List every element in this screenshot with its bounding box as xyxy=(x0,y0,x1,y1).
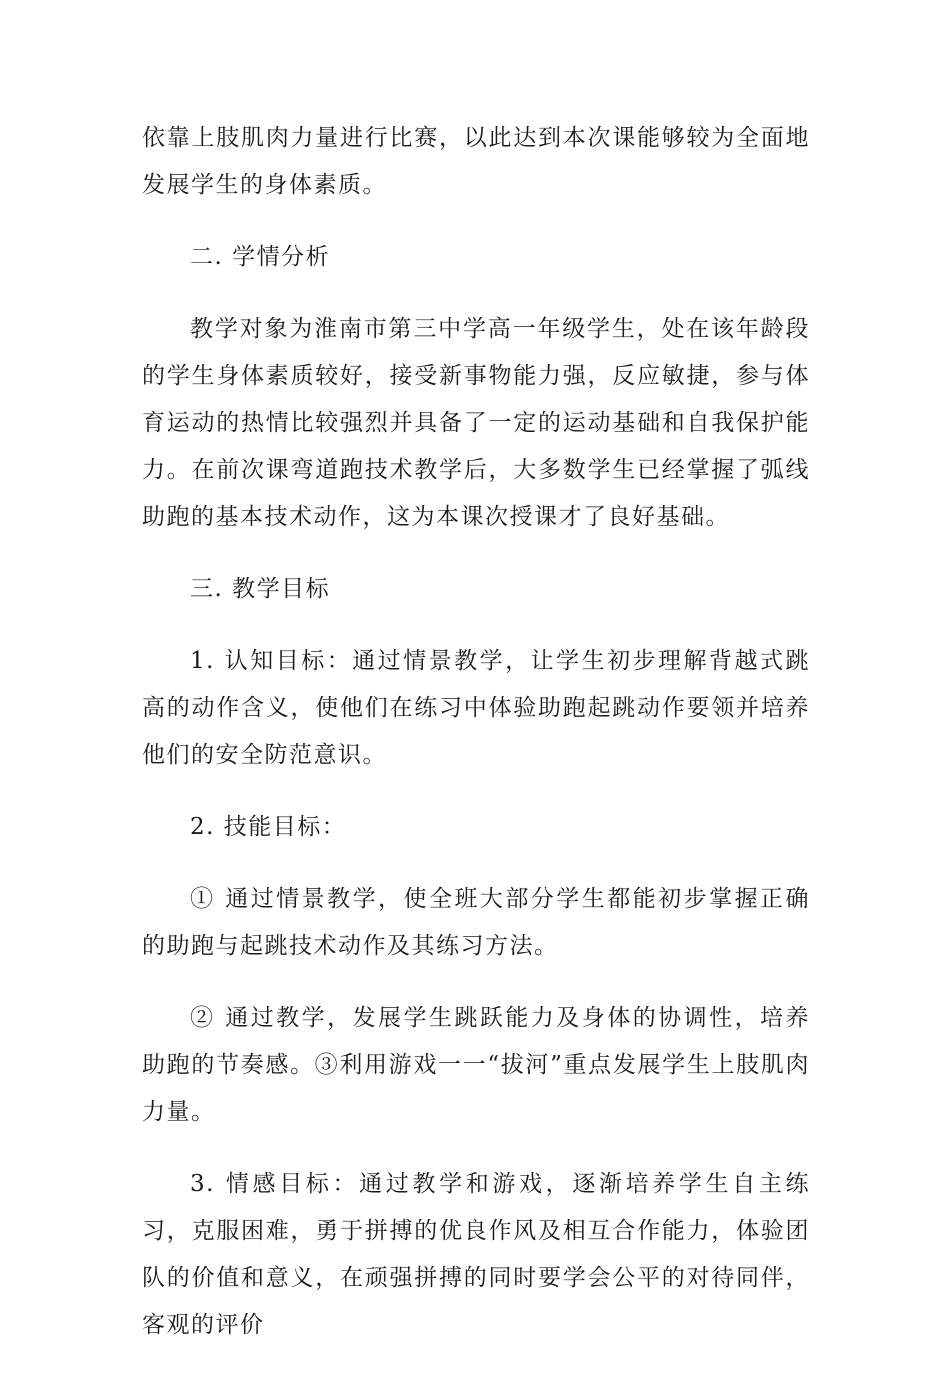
paragraph-intro-continuation: 依靠上肢肌肉力量进行比赛，以此达到本次课能够较为全面地发展学生的身体素质。 xyxy=(142,125,810,198)
paragraph-skill-goal-1: ① 通过情景教学，使全班大部分学生都能初步掌握正确的助跑与起跳技术动作及其练习方法。 xyxy=(142,886,810,959)
paragraph-skill-goal-2: ② 通过教学，发展学生跳跃能力及身体的协调性，培养助跑的节奏感。③利用游戏一一“拔河”重点发展学生上肢肌肉力量。 xyxy=(142,1005,810,1125)
document-page xyxy=(142,115,810,1374)
paragraph-cognitive-goal: 1. 认知目标：通过情景教学，让学生初步理解背越式跳高的动作含义，使他们在练习中体验助跑起跳动作要领并培养他们的安全防范意识。 xyxy=(142,648,810,768)
section-heading-teaching-goals: 三. 教学目标 xyxy=(190,576,331,602)
paragraph-skill-goal-heading: 2. 技能目标： xyxy=(190,814,347,840)
paragraph-learner-analysis: 教学对象为淮南市第三中学高一年级学生，处在该年龄段的学生身体素质较好，接受新事物能力强，反应敏捷，参与体育运动的热情比较强烈并具备了一定的运动基础和自我保护能力。在前次课弯道跑技术教学后，大多数学生已经掌握了弧线助跑的基本技术动作，这为本课次授课才了良好基础。 xyxy=(142,316,810,530)
paragraph-emotional-goal: 3. 情感目标：通过教学和游戏，逐渐培养学生自主练习，克服困难，勇于拼搏的优良作风及相互合作能力，体验团队的价值和意义，在顽强拼搏的同时要学会公平的对待同伴，客观的评价 xyxy=(142,1171,810,1338)
section-heading-learner-analysis: 二. 学情分析 xyxy=(190,244,331,270)
